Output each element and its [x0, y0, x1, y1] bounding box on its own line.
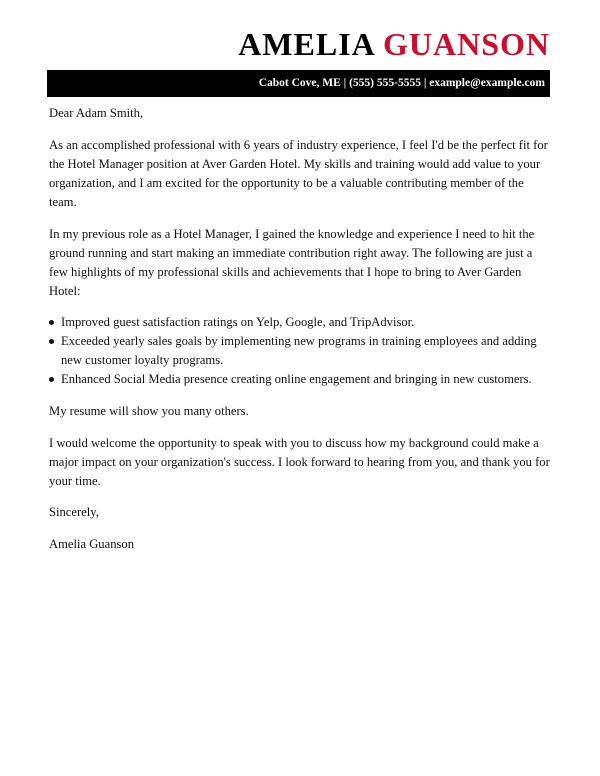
last-name: GUANSON: [382, 26, 550, 62]
greeting: Dear Adam Smith,: [49, 106, 144, 120]
paragraph-resume: My resume will show you many others.: [49, 404, 249, 418]
closing: Sincerely,: [49, 505, 99, 519]
paragraph-intro: As an accomplished professional with 6 years of industry experience, I feel I'd be the perfect fit for the Hotel Manager position at Aver Garden Hotel. My skills and training would add value to your organization, and I am excited for the opportunity to be a valuable contributing member of the team.: [49, 138, 548, 209]
paragraph-closing-remarks: I would welcome the opportunity to speak with you to discuss how my background could make a major impact on your organization's success. I look forward to hearing from you, and thank you for your time.: [49, 435, 550, 488]
letter-body: [49, 104, 554, 567]
highlights-list: [49, 313, 554, 389]
paragraph-experience: In my previous role as a Hotel Manager, I gained the knowledge and experience I need to hit the ground running and start making an immediate contribution right away. The following are just a few highlights of my professional skills and achievements that I hope to bring to Aver Garden Hotel:: [49, 226, 535, 298]
applicant-name: [238, 26, 550, 62]
list-item: Exceeded yearly sales goals by implementing new programs in training employees and adding new customer loyalty programs.: [49, 332, 554, 370]
list-item: Enhanced Social Media presence creating online engagement and bringing in new customers.: [49, 370, 554, 389]
list-item: Improved guest satisfaction ratings on Yelp, Google, and TripAdvisor.: [49, 313, 554, 332]
first-name: AMELIA: [238, 26, 374, 62]
signature-name: Amelia Guanson: [49, 537, 134, 551]
contact-bar: [47, 70, 550, 97]
contact-info: Cabot Cove, ME | (555) 555-5555 | example@example.com: [258, 77, 545, 89]
